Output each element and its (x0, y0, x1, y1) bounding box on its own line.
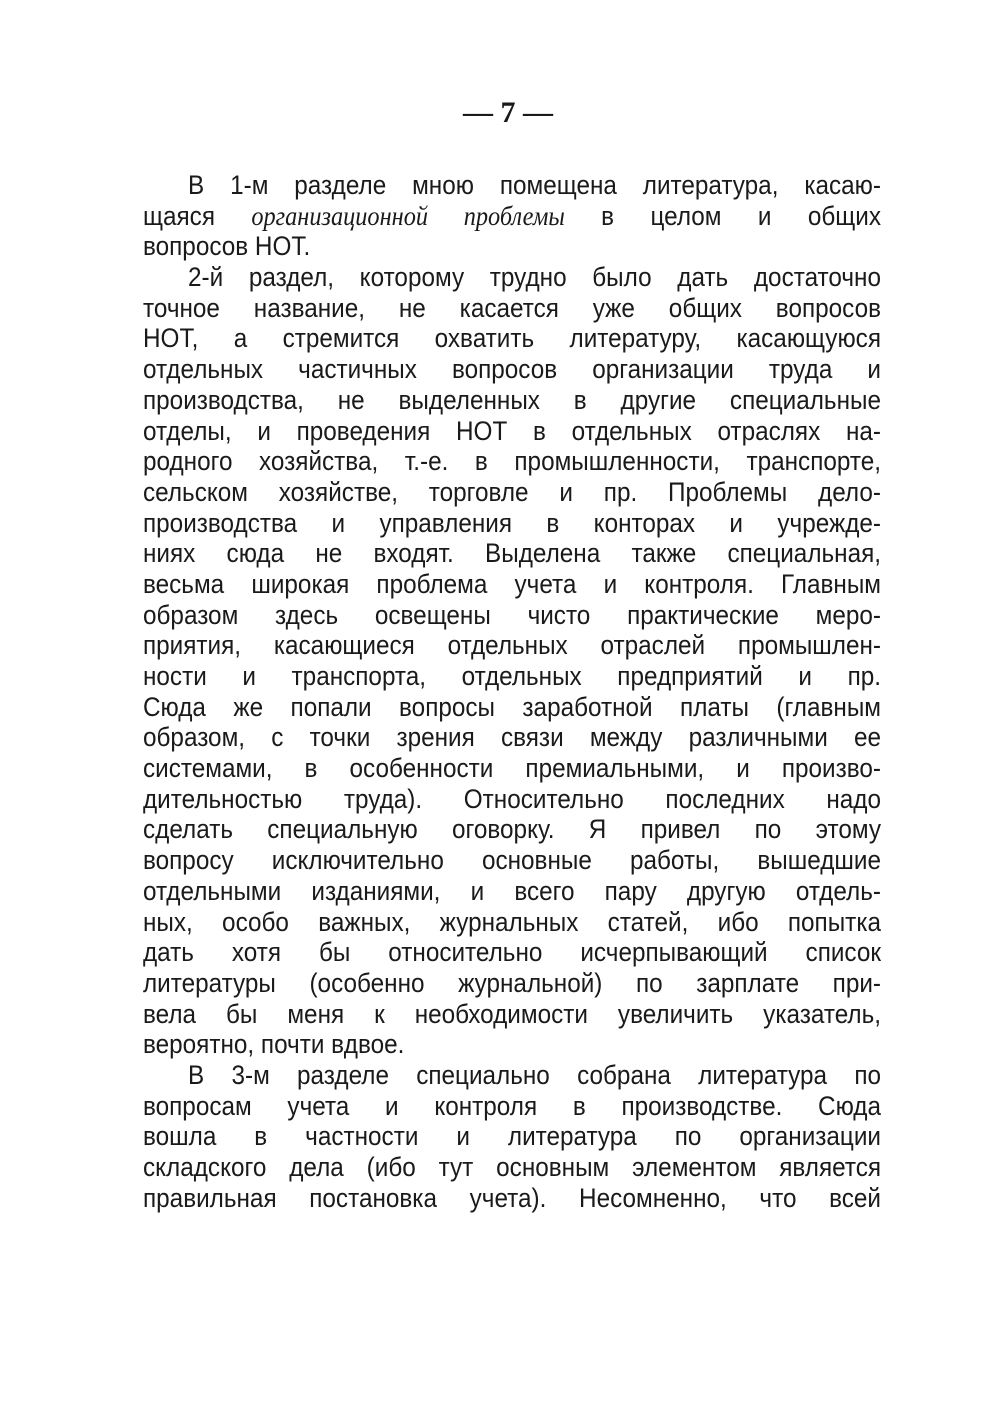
text-line: сельском хозяйстве, торговле и пр. Проблемы дело- (143, 476, 881, 507)
text-line: вошла в частности и литература по организации (143, 1121, 881, 1152)
text-line: отделы, и проведения НОТ в отдельных отраслях на- (143, 415, 881, 446)
text-line: НОТ, а стремится охватить литературу, касающуюся (143, 323, 881, 354)
text-line: вопросам учета и контроля в производстве. Сюда (143, 1090, 881, 1121)
paragraph-start-line: В 3-м разделе специально собрана литература по (188, 1059, 881, 1090)
text-line: образом здесь освещены чисто практические меро- (143, 599, 881, 630)
text-line: сделать специальную оговорку. Я привел по этому (143, 814, 881, 845)
text-span: в целом и общих (564, 200, 881, 231)
paragraph-start-line: В 1-м разделе мною помещена литература, касаю- (188, 170, 881, 200)
paragraph-start-line: 2-й раздел, которому трудно было дать достаточно (188, 262, 881, 293)
text-line: ности и транспорта, отдельных предприятий и пр. (143, 661, 881, 691)
text-line: дительностью труда). Относительно последних надо (143, 783, 881, 814)
text-line: ниях сюда не входят. Выделена также специальная, (143, 538, 881, 569)
text-line: родного хозяйства, т.-е. в промышленности, транспорте, (143, 446, 881, 477)
page-number: — 7 — (463, 96, 553, 129)
text-line: Сюда же попали вопросы заработной платы (главным (143, 691, 881, 722)
text-line: приятия, касающиеся отдельных отраслей промышлен- (143, 630, 881, 661)
text-line: образом, с точки зрения связи между различными ее (143, 722, 881, 753)
text-line: производства, не выделенных в другие специальные (143, 384, 881, 415)
text-span: щаяся (143, 200, 252, 231)
text-line: вопросов НОТ. (143, 231, 311, 262)
text-line: производства и управления в конторах и учрежде- (143, 507, 881, 538)
text-line: отдельными изданиями, и всего пару другую отдель- (143, 875, 881, 906)
italic-phrase: организационной проблемы (251, 200, 565, 231)
text-line (143, 201, 881, 232)
text-line: вероятно, почти вдвое. (143, 1029, 405, 1060)
text-line: дать хотя бы относительно исчерпывающий список (143, 937, 881, 968)
text-line: системами, в особенности премиальными, и произво- (143, 753, 881, 784)
body-text (143, 170, 963, 1213)
text-line: вела бы меня к необходимости увеличить указатель, (143, 998, 881, 1029)
text-line: складского дела (ибо тут основным элементом является (143, 1152, 881, 1182)
text-line: правильная постановка учета). Несомненно, что всей (143, 1182, 881, 1213)
text-line: точное название, не касается уже общих вопросов (143, 292, 881, 323)
text-line: весьма широкая проблема учета и контроля. Главным (143, 568, 881, 599)
text-line: вопросу исключительно основные работы, вышедшие (143, 845, 881, 876)
text-line: отдельных частичных вопросов организации труда и (143, 354, 881, 385)
text-line: литературы (особенно журнальной) по зарплате при- (143, 967, 881, 998)
text-line: ных, особо важных, журнальных статей, ибо попытка (143, 906, 881, 937)
